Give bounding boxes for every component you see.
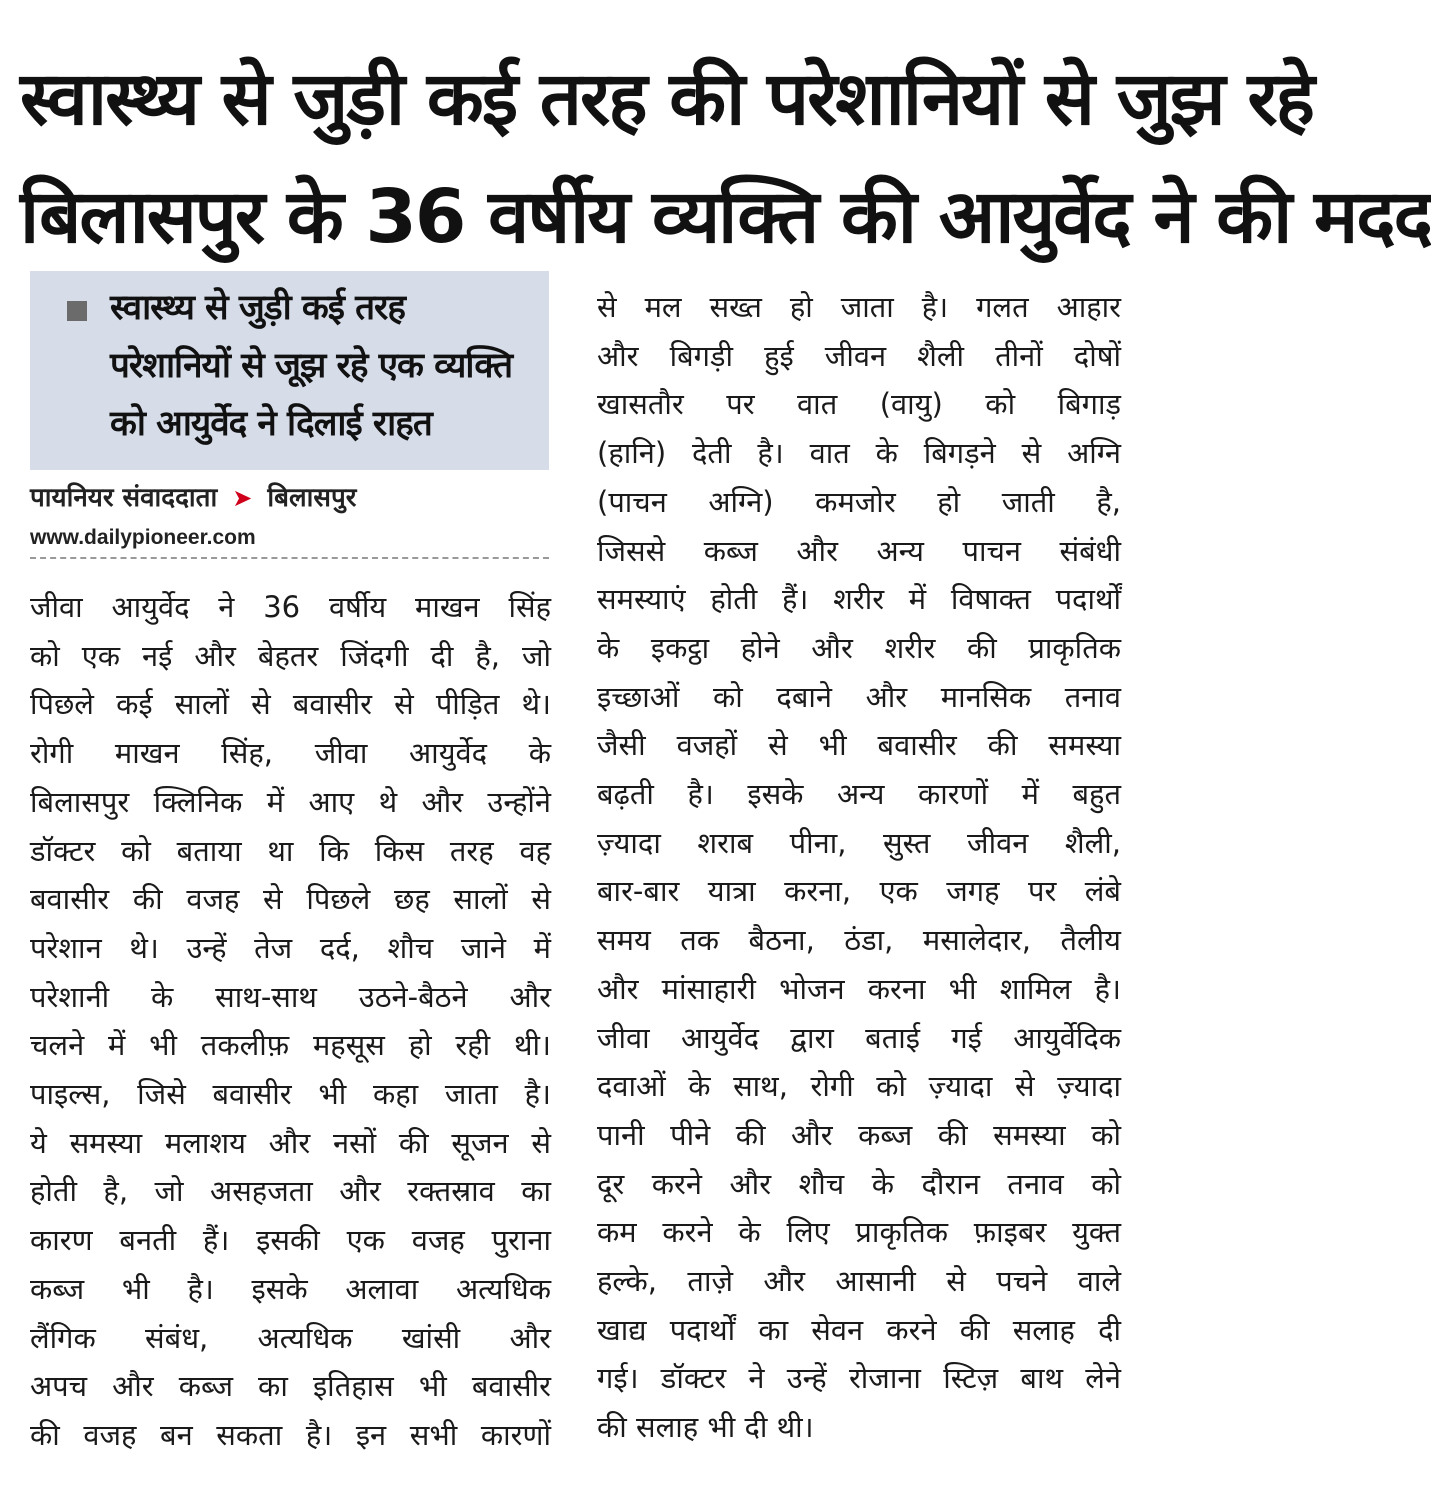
byline-location: बिलासपुर [267, 483, 357, 513]
article-line: जैसी वजहों से भी बवासीर की समस्या [597, 728, 1121, 763]
article-line: परेशान थे। उन्हें तेज दर्द, शौच जाने में [30, 930, 551, 965]
article-line: बवासीर की वजह से पिछले छह सालों से [30, 882, 551, 917]
article-line: होती है, जो असहजता और रक्तस्राव का [30, 1174, 551, 1209]
article-line: कब्ज भी है। इसके अलावा अत्यधिक [30, 1271, 551, 1306]
highlight-text [110, 279, 539, 453]
article-line: ज़्यादा शराब पीना, सुस्त जीवन शैली, [597, 825, 1121, 860]
byline [30, 480, 549, 516]
article-line: दवाओं के साथ, रोगी को ज़्यादा से ज़्यादा [597, 1069, 1121, 1104]
website-url: www.dailypioneer.com [30, 526, 256, 549]
article-line: पाइल्स, जिसे बवासीर भी कहा जाता है। [30, 1077, 551, 1112]
headline-line-1: स्वास्थ्य से जुड़ी कई तरह की परेशानियों से जुझ रहे [20, 56, 1313, 142]
article-line: जीवा आयुर्वेद ने 36 वर्षीय माखन सिंह [30, 590, 551, 624]
highlight-line: स्वास्थ्य से जुड़ी कई तरह [110, 288, 405, 328]
article-line: हल्के, ताज़े और आसानी से पचने वाले [597, 1264, 1121, 1299]
article-line: दूर करने और शौच के दौरान तनाव को [597, 1166, 1121, 1201]
article-line: कारण बनती हैं। इसकी एक वजह पुराना [30, 1223, 551, 1258]
article-line: अपच और कब्ज का इतिहास भी बवासीर [30, 1369, 551, 1404]
article-line: समस्याएं होती हैं। शरीर में विषाक्त पदार्थों [597, 582, 1121, 617]
article-line: पानी पीने की और कब्ज की समस्या को [597, 1117, 1121, 1152]
article-line: की वजह बन सकता है। इन सभी कारणों [30, 1417, 551, 1452]
article-line: बढ़ती है। इसके अन्य कारणों में बहुत [597, 777, 1121, 812]
article-line: खाद्य पदार्थों का सेवन करने की सलाह दी [597, 1312, 1121, 1347]
article-line: जिससे कब्ज और अन्य पाचन संबंधी [597, 533, 1121, 568]
article-line: जीवा आयुर्वेद द्वारा बताई गई आयुर्वेदिक [597, 1020, 1121, 1055]
highlight-line: परेशानियों से जूझ रहे एक व्यक्ति [110, 346, 513, 386]
article-line: लैंगिक संबंध, अत्यधिक खांसी और [30, 1320, 551, 1355]
article-line: चलने में भी तकलीफ़ महसूस हो रही थी। [30, 1028, 551, 1063]
article-line: डॉक्टर को बताया था कि किस तरह वह [30, 833, 551, 868]
article-column-right [597, 283, 1121, 1452]
article-line: समय तक बैठना, ठंडा, मसालेदार, तैलीय [597, 923, 1121, 958]
article-line: गई। डॉक्टर ने उन्हें रोजाना स्टिज़ बाथ लेने [597, 1361, 1121, 1396]
article-line: ये समस्या मलाशय और नसों की सूजन से [30, 1125, 551, 1160]
article-line: इच्छाओं को दबाने और मानसिक तनाव [597, 679, 1121, 714]
article-line: को एक नई और बेहतर जिंदगी दी है, जो [30, 638, 551, 673]
byline-reporter: पायनियर संवाददाता [30, 483, 218, 513]
article-line: और मांसाहारी भोजन करना भी शामिल है। [597, 971, 1121, 1006]
article-line: परेशानी के साथ-साथ उठने-बैठने और [30, 979, 551, 1014]
article-line: (हानि) देती है। वात के बिगड़ने से अग्नि [597, 436, 1121, 471]
article-line: की सलाह भी दी थी। [597, 1410, 814, 1445]
arrow-icon: ➤ [232, 484, 253, 512]
article-line: बिलासपुर क्लिनिक में आए थे और उन्होंने [30, 784, 551, 819]
article-line: कम करने के लिए प्राकृतिक फ़ाइबर युक्त [597, 1215, 1121, 1250]
headline-line-2: बिलासपुर के 36 वर्षीय व्यक्ति की आयुर्वेद ने की मदद [20, 174, 1431, 260]
article-line: से मल सख्त हो जाता है। गलत आहार [597, 290, 1121, 324]
highlight-box [30, 271, 549, 470]
article-line: पिछले कई सालों से बवासीर से पीड़ित थे। [30, 687, 551, 722]
article-line: रोगी माखन सिंह, जीवा आयुर्वेद के [30, 736, 551, 771]
headline [20, 40, 1431, 276]
bullet-square-icon [67, 301, 87, 321]
article-line: बार-बार यात्रा करना, एक जगह पर लंबे [597, 874, 1121, 909]
article-line: के इकट्ठा होने और शरीर की प्राकृतिक [597, 630, 1121, 665]
article-line: और बिगड़ी हुई जीवन शैली तीनों दोषों [597, 338, 1121, 373]
dashed-divider [30, 557, 549, 559]
article-column-left [30, 583, 551, 1460]
article-line: (पाचन अग्नि) कमजोर हो जाती है, [597, 484, 1121, 519]
highlight-line: को आयुर्वेद ने दिलाई राहत [110, 404, 432, 444]
article-line: खासतौर पर वात (वायु) को बिगाड़ [597, 387, 1121, 422]
